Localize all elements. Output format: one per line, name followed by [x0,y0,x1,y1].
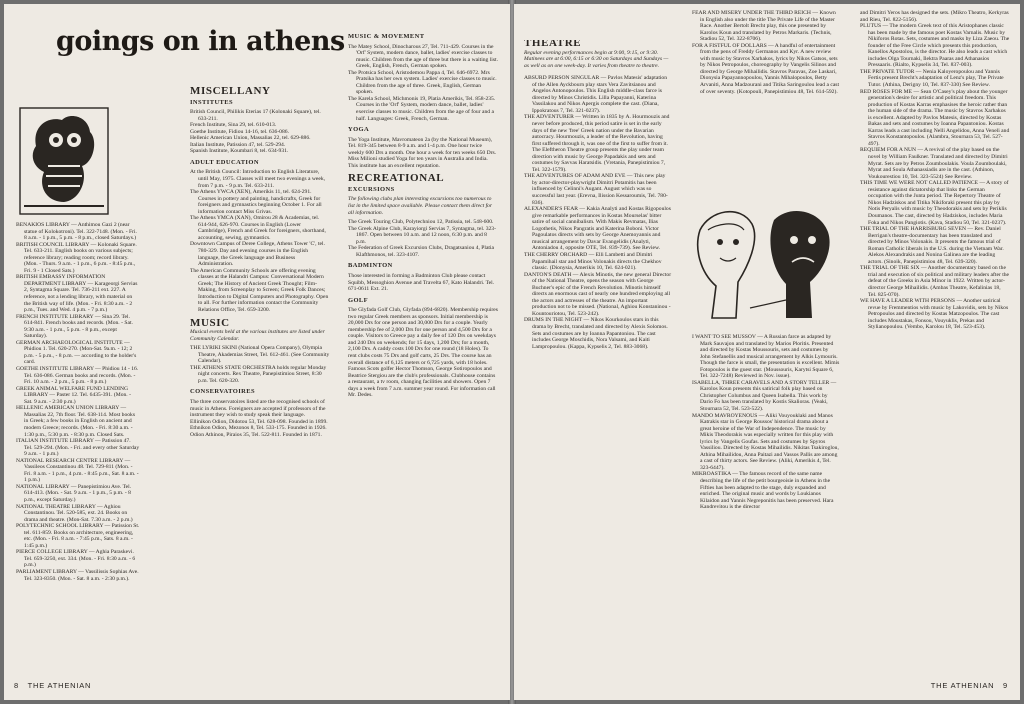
play-listing: WE HAVE A LEADER WITH PERSONS — Another satirical revue by Fremmentios with music by Lakovidis, sets by Nikos Petropoulos and directed by Kostas Matzopoulos. The cast includes Moustakas, Fonsou, Vouyuklis, Prekas and Stylianopoulou. (Vembo, Karolou 18, Tel. 523-453). [860,298,1009,331]
play-listing: I WANT TO SEE MUSSOV — A Russian farce as adapted by Mark Sauvajon and translated by Marios Ploritis. Presented and directed by Kostas Moussouris, sets and costumes by John Stefanellis and musical arrangement by Alkis Lymouris. Though the farce is small, the presentation is excellent. Mimis Fotopoulos is the guest star. (Moussouris, Karytsi Square 6, Tel. 322-7248) Reviewed in Nov. issue). [692,334,840,380]
play-listing: THE CHERRY ORCHARD — Elli Lambetti and Dimitri Papamihail star and Minos Volonakis directs the Chekhov classic. (Dionysia, Amerikis 10, Tel. 624-021). [524,251,662,272]
play-listing: THE ADVENTURER — Written in 1835 by A. Hourmouzis and never before produced, this period satire is set in the early days of the new 'free' Greek nation under the Bavarian autocracy. Hourmouzis, a leader of the Revolution, having first suffered through it, was one of the first to suffer from it. The Eleftheron Theatre group presents the play under team direction with music by George Papadakis and sets and costumes by Savvas Haratsidis. (Vretania, Panepistimiou 7, Tel. 322-1579). [524,114,670,173]
music-intro: Musical events held at the various institutes are listed under Community Calendar. [190,329,325,342]
theatre-column-2-bottom [692,334,840,676]
library-entry: GERMAN ARCHAEOLOGICAL INSTITUTE — Phidiou 1. Tel. 620-270. (Mon-Sat. 9a.m. - 12; 2 p.m. - 5 p.m., - 8 p.m. — according to the holder's card. [16,339,137,366]
adult-education-entry: The Athens YWCA (XEN), Amerikis 11, tel. 624-291. Courses in pottery and painting, handicrafts, Greek for foreigners and gymnastics beginning October 1. For all information contact Miss Grivas. [190,189,322,215]
music-movement-heading: MUSIC & MOVEMENT [348,34,425,40]
play-listing: RED ROSES FOR ME — Sean O'Casey's play about the younger generation's desire for artistic and political freedom. This production of Kostas Karras emphasises the heroic rather than the human side of the drama. The music by Stavros Xarhakos is excellent. Adapted by Pavlos Matesis, directed by Kostas Bakas and sets and costumes by Ioanna Papantoniou. Kostas Karras leads a cast including Nelli Angelidou, Anna Veneli and Stavros Konstantopoulos. (Alambra, Stournara 53, Tel. 527-497). [860,88,1010,147]
music-heading: MUSIC [190,316,230,329]
recreational-column [348,34,498,674]
library-entry: ITALIAN INSTITUTE LIBRARY — Patission 47. Tel. 529-294. (Mon. - Fri. and every other Saturday 9 a.m. - 1 p.m.) [16,438,140,458]
music-entry: THE LYRIKI SKINI (National Opera Company), Olympia Theatre, Akademias Street, Tel. 612-461. (See Community Calendar). [190,345,330,365]
play-listing: THE PRIVATE TUTOR — Nenia Kaloyeropoulou and Yannis Fertis present Brecht's adaptation of Lenz's play, The Private Tutor. (Athina, Derigny 10, Tel. 837-330) See Review. [860,68,1004,89]
play-listing: MIKROASTIKA — The famous record of the same name describing the life of the petit bourgeoisie in Athens in the Fifties has been adapted to the stage, duly expanded and enriched. The original music and words by Loukianos Kilaidon and Yannis Negreponitis has been preserved. Hara Kandrevitou is the director [692,471,834,511]
conservatoire-entry: Ellinikon Odion, Didotou 53, Tel. 628-098. Founded in 1899. [190,418,328,425]
adult-education-entry: At the British Council: Introduction to English Literature, until May, 1975. Classes will meet two evenings a week, from 7 p.m. - 9 p.m. Tel. 633-211. [190,169,326,189]
right-folio [931,681,1008,690]
play-listing: REQUIEM FOR A NUN — A revival of the play based on the novel by William Faulkner. Translated and directed by Dimitri Myrat. Sets are by Petros Zoumboulakis. Voula Zoumboulaki, Myrat and Soula Athanassiadis are in the cast. (Athinon, Voukourestiou 10, Tel. 323-5524) See Review. [860,147,1008,180]
right-page [514,4,1020,700]
play-listing: THE TRIAL OF THE HARRISBURG SEVEN — Rev. Daniel Berrigan's theatre-documentary has been translated and directed by Minos Volonakis. It presents the famous trial of Roman Catholic liberals in the U.S. during the Vietnam War. Alekos Alexandrakis and Nonina Galinea are the leading actors. (Sinoik, Panepistimiou 48, Tel. 639-320). [860,226,1004,265]
institute-entry: British Council, Philikis Eterias 17 (Kolonaki Square), tel. 633-211. [190,109,321,122]
theatre-column-1 [524,40,672,676]
play-listing: PLUTUS — The modern Greek text of this Aristophanes classic has been made by the famous poet Kostas Varnalis. Music by Nikiforos Rotas. Sets, costumes and masks by Liza Zaeou. The founder of the Free Circle which presents this production, Kanellos Apostolou, is the director. He also leads a cast which includes Olga Tournaki, Ilektra Paaras and Athanasios Pressaaris. (Rialto, Kypselis 34, Tel. 837-003). [860,23,1010,69]
conservatoire-entry: Ethnikon Odion, Mezonos 8, Tel. 533-175. Founded in 1926. [190,425,327,432]
badminton-entry: Those interested in forming a Badminton Club please contact Squibb, Messoghion Avenue and Travelta 67, Kato Halandri. Tel. 671-0611 Ext. 21. [348,272,495,293]
library-entry: BRITISH COUNCIL LIBRARY — Kolonaki Square. Tel. 633-211. English books on various subjects; reference library; reading room; record library. (Mon. - Thurs. 9 a.m. - 1 p.m., 6 p.m. - 8:45 p.m., Fri. 9 - 1 Closed Sats.) [16,241,137,274]
library-entry: BRITISH EMBASSY INFORMATION DEPARTMENT LIBRARY — Karageorgi Servias 2, Syntagma Square. Tel. 736-211 ext. 227. A reference, not a lending library, with material on the British way of life. (Mon. - Fri. 8:30 a.m. - 2 p.m., Tues. and Wed. 4 p.m. - 7 p.m.) [16,274,138,314]
yoga-heading: YOGA [348,126,370,134]
excursion-entry: The Greek Alpine Club, Karayiorgi Servias 7, Syntagma, tel. 323-1867. Open between 10 a.m. and 12 noon, 6:30 p.m. and 8 p.m. [348,225,496,245]
badminton-heading: BADMINTON [348,262,393,270]
institute-entry: Italian Institute, Patission 47, tel. 529-294. [190,141,286,148]
play-listing: MANDO MAVROYENOUS — Aliki Vouyouklaki and Manos Katrakis star in George Roussos' historical drama about a great heroine of the War of Independence. The music by Mikis Theodorakis was especially written for this play with lyrics by Vangelis Goufas. Sets and costumes by Spyros Vassiliou. Directed by Kostas Mihailidis. Nikitas Tsakiroglou, Athina Mihailidou, Anna Paitazi and Vassos Pallis are among a cast of thirty actors. See Review. (Aliki, Amerikis 4, Tel. 323-6447). [692,412,839,471]
music-movement-entry: The Matey School, Dinocharous 27, Tel. 711-429. Courses in the 'Orf' System, modern dance, ballet, ladies' exercise classes to music. Children from the age of three but there is a waiting list. Greek, English, French, German spoken. [348,43,498,70]
library-entry: NATIONAL THEATRE LIBRARY — Aghiou Constantinou. Tel. 520-585, ext. 24. Books on drama and theatre. (Mon-Sat. 7.30 a.m. - 2 p.m.) [16,503,133,523]
excursion-entry: The Federation of Greek Excursion Clubs, Dragatsaniou 4, Platia Klafthmonos, tel. 323-4107. [348,245,495,258]
conservatoires-heading: CONSERVATOIRES [190,388,255,396]
adult-education-entry: Downtown Campus of Deree College, Athens Tower 'C', tel. 780-329. Day and evening courses in the English language, the Greek language and Business Administration. [190,241,325,268]
library-entry: HELLENIC AMERICAN UNION LIBRARY — Massalias 22, 7th floor. Tel. 638-114. Most books in Greek; a few books in English on ancient and modern Greece; records. (Mon. - Fri. 8:30 a.m. - 1:30 p.m., 5:30 p.m. - 8:30 p.m. Closed Sats. [16,405,136,438]
excursion-entry: The Greek Touring Club, Polytechniou 12, Patissia, tel. 548-600. [348,219,494,226]
excursions-intro: The following clubs plan interesting excursions too numerous to list in the limited space available. Please contact them direct for all information. [348,196,493,216]
play-listing: and Dimitri Yeros has designed the sets. (Mikro Theatro, Kerkyras and Rieu, Tel. 822-5156). [860,10,1009,23]
page-heading: goings on in athens [56,26,345,57]
institutes-heading: INSTITUTES [190,98,234,106]
music-movement-entry: The Karela School, Michmonis 19, Platia Amerikis, Tel. 858-235. Courses in the 'Orf' System, modern dance, ballet, ladies' exercise classes to music. Children from the age of four and a half. Languages: Greek, French, German. [348,95,496,122]
page-number: 8 [14,681,19,690]
adult-education-heading: ADULT EDUCATION [190,158,259,166]
magazine-name: THE ATHENIAN [27,681,92,690]
left-folio [14,681,91,690]
play-listing: THE ADVENTURES OF ADAM AND EVE — This new play by actor-director-playwright Dimitri Potamitis has been influenced by Celinni's Augant. August which was so successful last year. (Erevna, Ilission Kessaroumis, Tel. 780-836). [524,173,668,206]
library-entry: PIERCE COLLEGE LIBRARY — Aghia Paraskevi. Tel. 659-3250, ext. 334. (Mon. - Fri. 8:30 a.m. - 6 p.m.) [16,549,136,569]
left-page [4,4,510,700]
theatre-column-3 [860,10,1010,676]
page-number: 9 [1003,681,1008,690]
play-listing: ABSURD PERSON SINGULAR — Pavlos Matesis' adaptation of the Allen Ayckbourn play stars Vera Zavitsianou and Angelos Antonopoulos. This English middle-class farce is directed by Minos Christidis. Lilla Papayanni, Katerina Vassilakou and Nikos Apergis complete the cast. (Diana, Ippokratous 7, Tel. 321-0237). [524,75,668,114]
library-entry: GOETHE INSTITUTE LIBRARY — Phidiou 14 - 16. Tel. 636-086. German books and records. (Mon. - Fri. 10 a.m. - 2 p.m., 5 p.m. - 8 p.m.) [16,366,139,386]
library-entry: PARLIAMENT LIBRARY — Vassilissis Sophias Ave. Tel. 323-8350. (Mon. - Sat. 8 a.m. - 2:30 p.m.). [16,568,139,582]
recreational-heading: RECREATIONAL [348,172,445,185]
miscellany-heading: MISCELLANY [190,85,271,97]
libraries-column [16,222,140,672]
institute-entry: French Institute, Sina 29, tel. 610-013. [190,122,277,129]
golf-heading: GOLF [348,296,369,304]
adult-education-entry: The American Community Schools are offering evening classes at the Halandri Campus: Conversational Modern Greek; The History of Ancient Greek Thought; Film-Making, from Screenplay to Screen; Greek Folk Dances; Introduction to Digital Computers and Photography. Open to all. For further information contact the Community Relations Office, Tel. 659-3200. [190,267,329,313]
theatre-heading: THEATRE [524,40,582,49]
yoga-entry: The Yoga Institute, Mavromateon 2a (by the National Museum), Tel. 819-345 between 8-9 a.m. and 1-4 p.m. One hour twice weekly 600 Drs a month. One hour a week for ten weeks 650 Drs. Miss Milioni studied Yoga for ten years in Australia and India. This institute has an excellent reputation. [348,136,497,169]
music-entry: THE ATHENS STATE ORCHESTRA holds regular Monday night concerts. Rex Theatre, Panepistimiou Street, 8:30 p.m. Tel. 620-320. [190,364,327,384]
athena-owl-illustration [18,106,110,216]
play-listing: FOR A FISTFUL OF DOLLARS — A handful of entertainment from the pens of Freddy Germanos and Kyr. A new review with music by Stavros Xarhakos, lyrics by Nikos Gatsos, sets by Nikos Petropoulos, choreography by Vangelis Silinos and directed by George Mihailidis. Stavros Paravas, Zoe Laskari, Dionysia Papayannopoulou, Yannis Mihalopoulos, Betty Arvaniti, Anna Madzourani and Titika Saringoulou lead a cast of over seventy. (Kotopouli, Panepistimiou 48, Tel. 614-592). [692,42,840,95]
institute-entry: Spanish Institute, Koumbari 8, tel. 634-931. [190,148,289,155]
institute-entry: Goethe Institute, Fidiou 14-16, tel. 636-086. [190,128,289,135]
play-listing: ISABELLA, THREE CARAVELS AND A STORY TELLER — Karolos Koun presents this satirical folk play based on Christopher Columbus and Queen Isabella. This work by Dario Fo has been translated by Kostis Skalioras. (Veaki, Stournara 52, Tel. 523-522). [692,379,837,413]
adult-education-entry: The Athens YMCA (XAN), Omirou 28 & Academias, tel. 614-944, 626-970. Courses in English (Lower Cambridge), French and Greek for foreigners, shorthand, accounting, sewing, gymnastics. [190,215,326,241]
golf-entry: The Glyfada Golf Club, Glyfada (894-6820). Membership requires two regular Greek members as sponsors. Initial membership is 20,000 Drs for one person and 30,000 Drs for a couple. Yearly membership fee of 2,000 Drs for one person and 4,500 Drs for a couple. Visitors to Greece pay a daily fee of 120 Drs on weekdays and 240 Drs on weekends; for 15 days, 1,200 Drs; for a month, 2,100 Drs. A caddy costs 100 Drs for one round (18 Holes). To rent clubs costs 75 Drs and golf carts, 25 Drs. The course has an overall distance of 6,125 meters or 6,725 yards, with 18 holes. Famous Scots golfer Hector Thomson, George Sotiropoulos and Beatrice Stergiou are the club's professionals. Clubhouse contains a restaurant, a tv room, changing facilities and showers. Open 7 days a week from 7 a.m. summer year round. For information call Mr. Dedes. [348,307,498,399]
library-entry: GREEK ANIMAL WELFARE FUND LENDING LIBRARY — Paster 12. Tel. 6435-391. (Mon. - Sat. 9 a.m. - 2:30 p.m.) [16,385,131,405]
conservatoires-intro: The three conservatoires listed are the recognised schools of music in Athens. Foreigners are accepted if professors of the instrument they wish to study speak their language. [190,398,326,419]
play-listing: THIS TIME WE WERE NOT CALLED PATIENCE — A story of resistance against dictatorship that links the German occupation with the Junta period. The Repertory Theatre of Nikos Hadziskos and Titika Nikiforaki present this play by Notis Peryalis with music by Theodorakis and sets by Periklis Doumanos. The cast, directed by Hadziskos, includes Maria Foka and Nikos Pangiotis. (Kava, Stadiou 50, Tel. 321-0237). [860,180,1009,226]
library-entry: NATIONAL LIBRARY — Panepistimiou Ave. Tel. 614-413. (Mon. - Sat. 9 a.m. - 1 p.m., 5 p.m. - 8 p.m., except Saturday.) [16,483,132,503]
magazine-name: THE ATHENIAN [930,681,995,690]
play-listing: THE TRIAL OF THE SIX — Another documentary based on the trial and execution of six political and military leaders after the defeat of the Greeks in Asia Minor in 1922. Written by actor-director George Mihailidis. (Ambas Theatre, Kefalinias 18, Tel. 825-070). [860,265,1010,298]
library-entry: NATIONAL RESEARCH CENTRE LIBRARY — Vassileos Constantinou 48. Tel. 729-811 (Mon. - Fri. 8 a.m. - 1 p.m., 4 p.m. - 8:45 p.m., Sat. 8 a.m. - 1 p.m.) [16,457,139,484]
play-listing: ALEXANDER'S FEAR — Kakia Analyti and Kostas Rigopoulos give remarkable performances in Kostas Mourselas' bitter satire of social cannibalism. With Makis Revmatas, Ilias Logothetis, Nikos Pangratis and Katerina Boboni. Victor Pagoulatos directs with sets by George Anemoyannis and musical arrangement by Davar Evangelidis (Analyti, Antoniadou 4, opposite OTE, Tel. 839-739). See Review. [524,206,671,252]
play-listing: DANTON'S DEATH — Alexis Minotis, the new general Director of the National Theatre, opens the season with George Buchner's epic of the French Revolution. Minotis himself directs an enormous cast of nearly one hundred employing all the actors and actresses of the theatre. An important production not to be missed. (National, Aghiou Konstaninou - Kountouriotou, Tel. 523-242). [524,271,672,317]
theatre-intro: Regular evening performances begin at 9:00, 9:15, or 9:30. Matinees are at 6:00, 6:15 or 6:30 on Saturdays and Sundays — as well as on one week-day. It varies from theatre to theatre. [524,49,669,69]
play-listing: FEAR AND MISERY UNDER THE THIRD REICH — Known in English also under the title The Private Life of the Master Race. Another Bertolt Brecht play, this one presented by Karolos Koun and translated by Petros Markaris. (Technis, Stadiou 52, Tel. 322-8706). [692,10,836,43]
library-entry: POLYTECHNIC SCHOOL LIBRARY — Patission St. tel. 611-859. Books on architecture, engineering, etc. (Mon. - Fri. 8 a.m. - 7:45 p.m., Sats. 8 a.m. - 1:45 p.m.) [16,523,140,549]
excursions-heading: EXCURSIONS [348,185,395,193]
play-listing: DRUMS IN THE NIGHT — Nikos Kourkoulos stars in this drama by Brecht, translated and directed by Alexis Solomos. Sets and costumes are by Ioanna Papantoniou. The cast includes George Moschidis, Nora Valsami, and Kaiti Lampropoulou. (Kappa, Kypselis 2, Tel. 883-3068). [524,317,668,350]
library-entry: BENAKIOS LIBRARY — Anthimou Gazi 2 (near statue of Kolokotroni). Tel. 322-7148. (Mon. - Fri. 8 a.m. - 1 p.m., 5 p.m. - 8 p.m., closed Saturdays.) [16,222,137,242]
institute-entry: Hellenic American Union, Massalias 22, tel. 629-886. [190,135,311,142]
miscellany-column [190,82,330,674]
library-entry: FRENCH INSTITUTE LIBRARY — Sina 29. Tel. 614-841. French books and records. (Mon. - Sat. 9:30 a.m. - 1 p.m., 5 p.m. - 8 p.m., except Saturday). [16,313,133,340]
music-movement-entry: The Protsica School, Aristodemou Pappa 4, Tel. 646-6972. Mrs Pratsika has her own system. Ladies' exercise classes to music. Children from the age of three. Greek, English, German spoken. [348,69,497,96]
conservatoire-entry: Odion Athinon, Piraios 35, Tel. 522-811. Founded in 1871. [190,431,322,438]
theatre-masks-illustration [690,190,840,330]
